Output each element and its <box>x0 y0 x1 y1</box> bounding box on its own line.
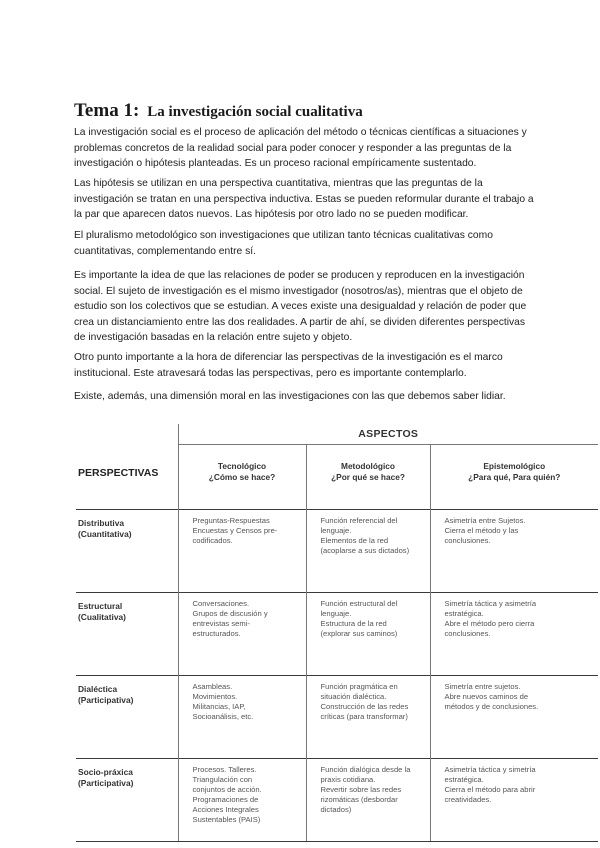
cell-line: Militancias, IAP, <box>192 701 246 711</box>
row-label <box>76 758 178 841</box>
cell-line: Cierra el método para abrir <box>444 784 536 794</box>
row-sub: (Cualitativa) <box>78 611 126 622</box>
cell-line: Acciones Integrales <box>192 804 259 814</box>
table-row-estructural <box>76 592 598 675</box>
cell-line: Simetría táctica y asimetría <box>444 598 537 608</box>
cell-line: estratégica. <box>444 608 484 618</box>
cell-line: Encuestas y Censos pre- <box>192 525 278 535</box>
cell-line: conjuntos de acción. <box>192 784 262 794</box>
cell-line: Cierra el método y las <box>444 525 519 535</box>
paragraph-2: Las hipótesis se utilizan en una perspectiva cuantitativa, mientras que las preguntas de la investigación se tratan en una perspectiva inductiva. Estas se pueden reformular durante el trabajo a la par que aparecen datos nuevos. Las hipótesis por otro lado no se pueden modificar. <box>74 178 534 220</box>
cell-line: Abre el método pero cierra <box>444 618 535 628</box>
cell-line: praxis cotidiana. <box>320 774 376 784</box>
cell-line: (explorar sus caminos) <box>320 628 398 638</box>
table-cell <box>178 509 306 592</box>
table-cell <box>178 592 306 675</box>
cell-line: Elementos de la red <box>320 535 389 545</box>
row-name: Distributiva <box>78 517 125 528</box>
cell-line: lenguaje. <box>320 525 352 535</box>
title-lead: Tema 1: <box>74 100 140 121</box>
table-cell <box>178 758 306 841</box>
row-label <box>76 592 178 675</box>
cell-line: estratégica. <box>444 774 484 784</box>
table-cell <box>178 675 306 758</box>
table-cell <box>430 675 598 758</box>
column-question: ¿Para qué, Para quién? <box>468 472 561 482</box>
column-question: ¿Cómo se hace? <box>208 472 276 482</box>
cell-line: Socioanálisis, etc. <box>192 711 254 721</box>
row-name: Dialéctica <box>78 683 118 694</box>
cell-line: Revertir sobre las redes <box>320 784 402 794</box>
column-question: ¿Por qué se hace? <box>331 472 405 482</box>
cell-line: Grupos de discusión y <box>192 608 268 618</box>
row-sub: (Participativa) <box>78 777 134 788</box>
column-header-epistemologico <box>430 445 598 510</box>
cell-line: Abre nuevos caminos de <box>444 691 529 701</box>
cell-line: Asimetría táctica y simetría <box>444 764 536 774</box>
cell-line: Procesos. Talleres. <box>192 764 257 774</box>
column-header-metodologico <box>306 445 430 510</box>
cell-line: Movimientos. <box>192 691 238 701</box>
cell-line: críticas (para transformar) <box>320 711 408 721</box>
cell-line: Sustentables (PAIS) <box>192 814 261 824</box>
cell-line: codificados. <box>192 535 233 545</box>
cell-line: Función estructural del <box>320 598 398 608</box>
cell-line: dictados) <box>320 804 352 814</box>
table-cell <box>306 675 430 758</box>
row-label <box>76 675 178 758</box>
column-name: Metodológico <box>341 461 395 471</box>
table-corner <box>76 424 178 445</box>
column-name: Epistemológico <box>483 461 546 471</box>
cell-line: conclusiones. <box>444 628 491 638</box>
column-name: Tecnológico <box>217 461 267 471</box>
row-name: Estructural <box>78 600 123 611</box>
row-sub: (Participativa) <box>78 694 134 705</box>
row-sub: (Cuantitativa) <box>78 528 132 539</box>
table-row-dialectica <box>76 675 598 758</box>
cell-line: Construcción de las redes <box>320 701 409 711</box>
cell-line: Estructura de la red <box>320 618 387 628</box>
table-cell <box>306 592 430 675</box>
table-cell <box>430 509 598 592</box>
page-title <box>74 95 363 122</box>
cell-line: Simetría entre sujetos. <box>444 681 521 691</box>
cell-line: (acoplarse a sus dictados) <box>320 545 410 555</box>
cell-line: Preguntas-Respuestas <box>192 515 270 525</box>
cell-line: Triangulación con <box>192 774 253 784</box>
cell-line: rizomáticas (desbordar <box>320 794 398 804</box>
cell-line: situación dialéctica. <box>320 691 387 701</box>
paragraph-1: La investigación social es el proceso de aplicación del método o técnicas científicas a situaciones y problemas concretos de la realidad social para poder conocer y responder a las preguntas de la investigación o hipótesis planteadas. Es un proceso racional empíricamente sustentado. <box>74 127 527 169</box>
paragraph-4: Es importante la idea de que las relaciones de poder se producen y reproducen en la investigación social. El sujeto de investigación es el mismo investigador (nosotros/as), mientras que el objeto de estudio son los colectivos que se estudian. A veces existe una desigualdad y relación de poder que crea un distanciamiento entre las dos realidades. A partir de ahí, se dividen diferentes perspectivas de investigación basadas en la relación entre sujeto y objeto. <box>74 270 527 343</box>
aspectos-header: ASPECTOS <box>178 424 598 445</box>
perspectives-table <box>76 424 598 842</box>
row-label <box>76 509 178 592</box>
cell-line: métodos y de conclusiones. <box>444 701 539 711</box>
cell-line: lenguaje. <box>320 608 352 618</box>
paragraph-6: Existe, además, una dimensión moral en las investigaciones con las que debemos saber lidiar. <box>74 391 506 402</box>
cell-line: Asimetría entre Sujetos. <box>444 515 526 525</box>
cell-line: estructurados. <box>192 628 241 638</box>
paragraph-5: Otro punto importante a la hora de diferenciar las perspectivas de la investigación es el marco institucional. Este atravesará todas las perspectivas, pero es importante contemplarlo. <box>74 352 503 379</box>
table-row-distributiva <box>76 509 598 592</box>
row-name: Socio-práxica <box>78 766 133 777</box>
cell-line: Función referencial del <box>320 515 398 525</box>
column-header-tecnologico <box>178 445 306 510</box>
cell-line: conclusiones. <box>444 535 491 545</box>
paragraph-3: El pluralismo metodológico son investigaciones que utilizan tanto técnicas cualitativas como cuantitativas, complementando entre sí. <box>74 230 493 257</box>
table-cell <box>306 758 430 841</box>
cell-line: creatividades. <box>444 794 492 804</box>
cell-line: entrevistas semi- <box>192 618 250 628</box>
title-text: La investigación social cualitativa <box>147 104 363 120</box>
table-cell <box>306 509 430 592</box>
table-cell <box>430 758 598 841</box>
cell-line: Función dialógica desde la <box>320 764 411 774</box>
cell-line: Conversaciones. <box>192 598 250 608</box>
cell-line: Función pragmática en <box>320 681 398 691</box>
table-row-sociopraxica <box>76 758 598 841</box>
cell-line: Asambleas. <box>192 681 233 691</box>
table-cell <box>430 592 598 675</box>
perspectivas-header: PERSPECTIVAS <box>78 466 159 479</box>
cell-line: Programaciones de <box>192 794 259 804</box>
